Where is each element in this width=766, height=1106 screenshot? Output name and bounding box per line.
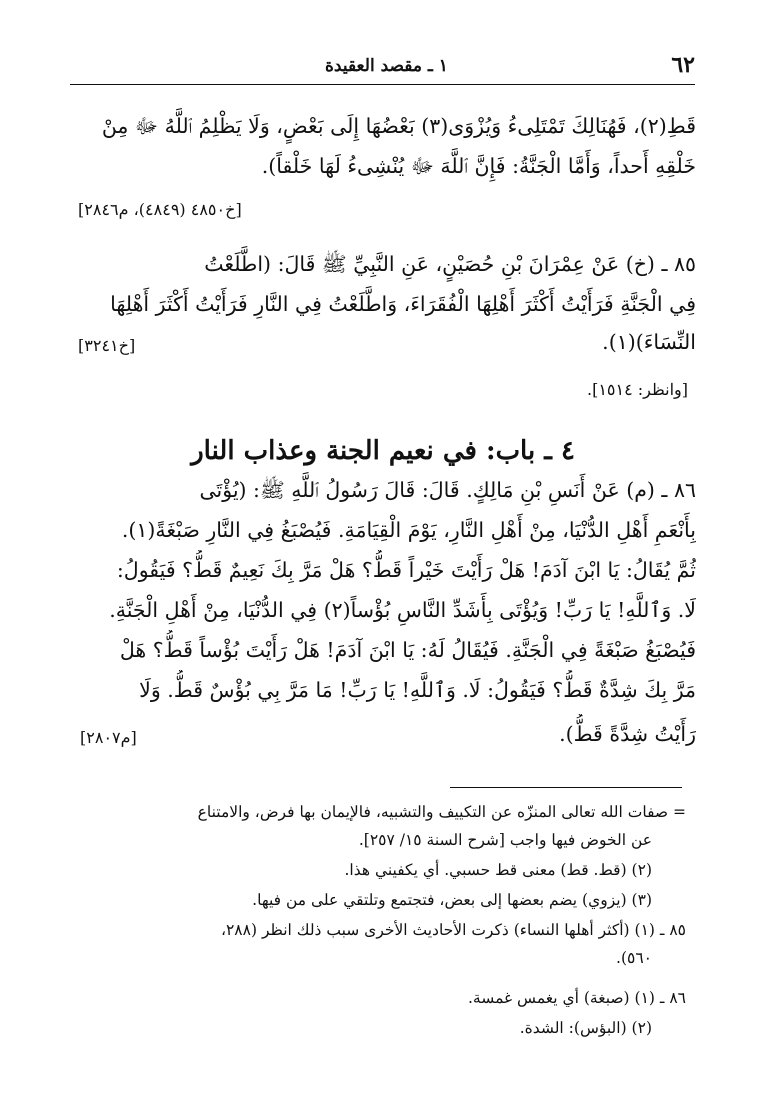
hadith-86-line-4: لَا. وَٱللَّهِ! يَا رَبِّ! وَيُؤْتَى بِأَشَدِّ النَّاسِ بُؤْساً(٢) فِي الدُّنْيَا، مِنْ أَهْلِ الْجَنَّةِ. [109, 598, 696, 622]
footnote-84-2: (٢) (قط. قط) معنى قط حسبي. أي يكفيني هذا. [344, 861, 652, 879]
hadith-86-line-5: فَيُصْبَغُ صَبْغَةً فِي الْجَنَّةِ. فَيُقَالُ لَهُ: يَا ابْنَ آدَمَ! هَلْ رَأَيْتَ بُؤْساً قَطُّ؟ هَلْ [119, 638, 696, 662]
footnote-84-3: (٣) (يزوي) يضم بعضها إلى بعض، فتجتمع وتلتقي على من فيها. [252, 891, 652, 909]
footnote-85-1-cont: ٥٦٠). [616, 949, 652, 967]
footnote-85-1: ٨٥ ـ (١) (أكثر أهلها النساء) ذكرت الأحاديث الأخرى سبب ذلك انظر (٢٨٨، [220, 921, 686, 939]
hadith-86-line-2: بِأَنْعَمِ أَهْلِ الدُّنْيَا، مِنْ أَهْلِ النَّارِ، يَوْمَ الْقِيَامَةِ. فَيُصْبَغُ فِي النَّارِ صَبْغَةً(١). [121, 518, 696, 542]
chapter-title: ٤ ـ باب: في نعيم الجنة وعذاب النار [191, 436, 575, 466]
running-title: ١ ـ مقصد العقيدة [325, 56, 448, 76]
footnote-86-2: (٢) (البؤس): الشدة. [519, 1019, 652, 1037]
hadith-85-line-1: ٨٥ ـ (خ) عَنْ عِمْرَانَ بْنِ حُصَيْنٍ، عَنِ النَّبِيِّ ﷺ قَالَ: (اطَّلَعْتُ [204, 252, 696, 276]
hadith-84-line-1: قَطِ(٢)، فَهُنَالِكَ تَمْتَلِىءُ وَيُزْوَى(٣) بَعْضُهَا إِلَى بَعْضٍ، وَلَا يَظْلِمُ ٱللَّهُ ﷻ مِنْ [101, 114, 696, 138]
footnote-continued-line-1: = صفات الله تعالى المنزّه عن التكييف والتشبيه، فالإيمان بها فرض، والامتناع [197, 803, 686, 821]
ref-hadith-85: [خ٣٢٤١] [78, 336, 136, 355]
hadith-86-line-6: مَرَّ بِكَ شِدَّةٌ قَطُّ؟ فَيَقُولُ: لَا. وَٱللَّهِ! يَا رَبِّ! مَا مَرَّ بِي بُؤْسٌ قَطُّ. وَلَا [139, 678, 696, 702]
page-number: ٦٢ [671, 52, 695, 78]
footnote-continued-line-2: عن الخوض فيها واجب [شرح السنة ١٥/ ٢٥٧]. [358, 831, 652, 849]
page-header [70, 52, 695, 82]
hadith-85-line-2: فِي الْجَنَّةِ فَرَأَيْتُ أَكْثَرَ أَهْلِهَا الْفُقَرَاءَ، وَاطَّلَعْتُ فِي النَّارِ فَرَأَيْتُ أَكْثَرَ أَهْلِهَا [110, 292, 696, 316]
hadith-86-line-1: ٨٦ ـ (م) عَنْ أَنَسِ بْنِ مَالِكٍ. قَالَ: قَالَ رَسُولُ ٱللَّهِ ﷺ: (يُؤْتَى [199, 478, 696, 502]
hadith-85-line-3: النِّسَاءَ)(١). [602, 330, 696, 354]
see-also-ref: [وانظر: ١٥١٤]. [587, 380, 688, 399]
hadith-86-line-7: رَأَيْتُ شِدَّةً قَطُّ). [559, 722, 696, 746]
footnote-rule [450, 787, 682, 788]
ref-hadith-86: [م٢٨٠٧] [80, 728, 137, 747]
hadith-84-line-2: خَلْقِهِ أَحداً، وَأَمَّا الْجَنَّةُ: فَإِنَّ ٱللَّهَ ﷻ يُنْشِىءُ لَهَا خَلْقاً). [261, 154, 696, 178]
header-rule [70, 84, 695, 85]
ref-hadith-84: [خ٤٨٥٠ (٤٨٤٩)، م٢٨٤٦] [78, 200, 242, 219]
footnote-86-1: ٨٦ ـ (١) (صبغة) أي يغمس غمسة. [468, 989, 686, 1007]
hadith-86-line-3: ثُمَّ يُقَالُ: يَا ابْنَ آدَمَ! هَلْ رَأَيْتَ خَيْراً قَطُّ؟ هَلْ مَرَّ بِكَ نَعِيمٌ قَطُّ؟ فَيَقُولُ: [116, 558, 696, 582]
